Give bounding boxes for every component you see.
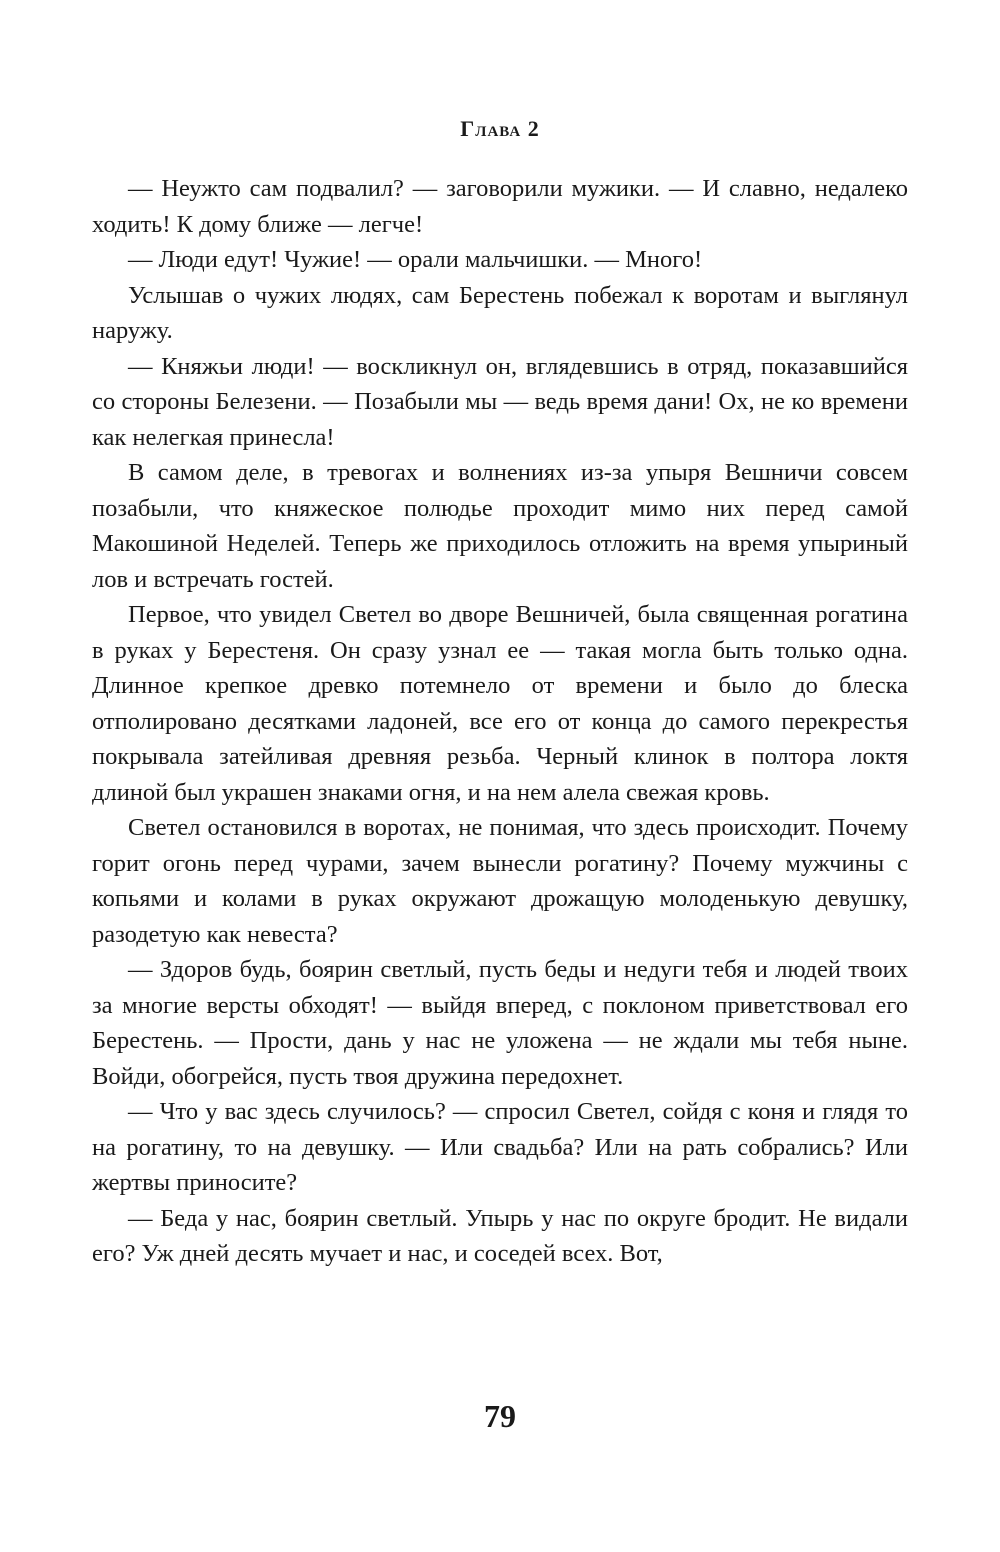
paragraph: — Неужто сам подвалил? — заговорили мужики. — И славно, недалеко ходить! К дому ближе — легче! — [92, 175, 908, 238]
paragraph: — Что у вас здесь случилось? — спросил Светел, сойдя с коня и глядя то на рогатину, то на девушку. — Или свадьба? Или на рать собрались? Или жертвы приносите? — [92, 1098, 908, 1196]
paragraph: — Здоров будь, боярин светлый, пусть беды и недуги тебя и людей твоих за многие версты обходят! — выйдя вперед, с поклоном приветствовал его Берестень. — Прости, дань у нас не уложена — не ждали мы тебя ныне. Войди, обогрейся, пусть твоя дружина передохнет. — [92, 956, 908, 1090]
paragraph: — Княжьи люди! — воскликнул он, вглядевшись в отряд, показавшийся со стороны Белезени. — Позабыли мы — ведь время дани! Ох, не ко времени как нелегкая принесла! — [92, 352, 908, 451]
paragraph: — Люди едут! Чужие! — орали мальчишки. — Много! — [128, 246, 703, 273]
paragraph: — Беда у нас, боярин светлый. Упырь у нас по округе бродит. Не видали его? Уж дней десять мучает и нас, и соседей всех. Вот, — [92, 1204, 908, 1267]
paragraph: Услышав о чужих людях, сам Берестень побежал к воротам и выглянул наружу. — [92, 281, 908, 344]
page-body — [92, 171, 908, 1272]
paragraph: В самом деле, в тревогах и волнениях из-за упыря Вешничи совсем позабыли, что княжеское полюдье проходит мимо них перед самой Макошиной Неделей. Теперь же приходилось отложить на время упыриный лов и встречать гостей. — [92, 459, 908, 593]
paragraph: Первое, что увидел Светел во дворе Вешничей, была священная рогатина в руках у Берестеня. Он сразу узнал ее — такая могла быть только одна. Длинное крепкое древко потемнело от времени и было до блеска отполировано десятками ладоней, все его от конца до самого перекрестья покрывала затейливая древняя резьба. Черный клинок в полтора локтя длиной был украшен знаками огня, и на нем алела свежая кровь. — [92, 601, 908, 806]
page-number: 79 — [484, 1398, 516, 1434]
paragraph: Светел остановился в воротах, не понимая, что здесь происходит. Почему горит огонь перед чурами, зачем вынесли рогатину? Почему мужчины с копьями и колами в руках окружают дрожащую молоденькую девушку, разодетую как невеста? — [92, 814, 908, 948]
running-header: Глава 2 — [460, 116, 540, 141]
